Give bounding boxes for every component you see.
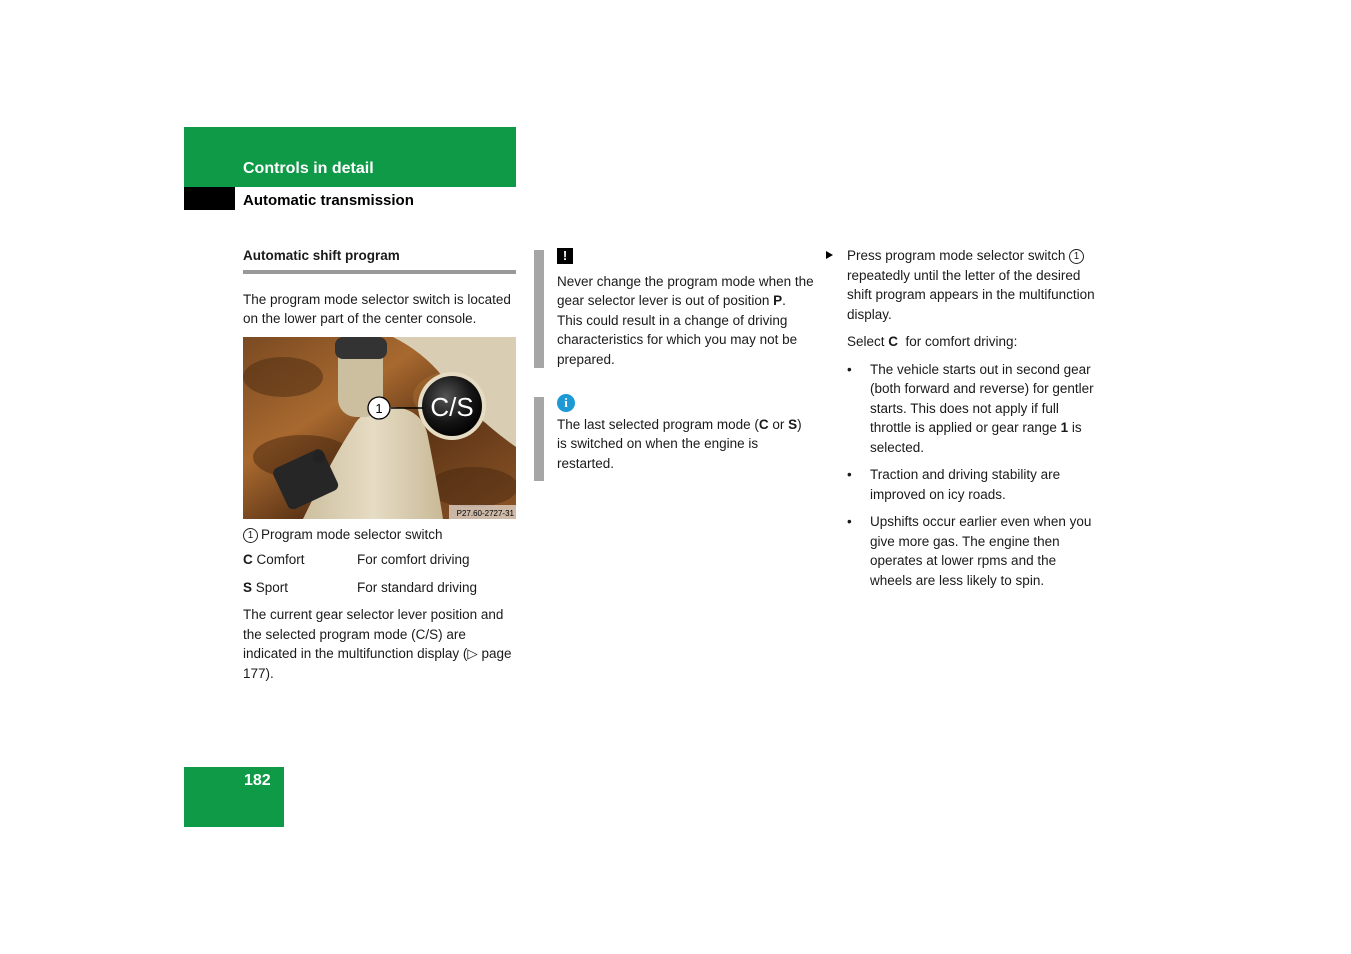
subsection-title: Automatic transmission bbox=[243, 192, 414, 209]
warning-icon: ! bbox=[557, 248, 573, 264]
mode-row-sport: S Sport For standard driving bbox=[243, 579, 478, 595]
intro-text: The program mode selector switch is located on the lower part of the center console. bbox=[243, 291, 511, 326]
list-item: • The vehicle starts out in second gear (both forward and reverse) for gentler starts. This does not apply if full throttle is applied or gear range 1 is selected. bbox=[847, 361, 1094, 455]
instruction-step: Press program mode selector switch 1 repeatedly until the letter of the desired shift program appears in the multifunction display. bbox=[824, 246, 1099, 324]
heading-rule bbox=[243, 270, 516, 274]
mode-list bbox=[243, 550, 516, 597]
arrow-right-icon bbox=[826, 251, 833, 259]
warning-bar bbox=[534, 250, 544, 368]
right-column bbox=[824, 246, 1099, 598]
photo-caption: 1 Program mode selector switch bbox=[243, 525, 516, 545]
info-bar bbox=[534, 397, 544, 481]
info-icon: i bbox=[557, 394, 575, 412]
center-console-photo bbox=[243, 337, 516, 519]
button-label: C/S bbox=[430, 391, 474, 422]
bullet-icon: • bbox=[847, 361, 852, 377]
list-item: • Traction and driving stability are improved on icy roads. bbox=[847, 467, 1061, 502]
comfort-bullet-list bbox=[824, 360, 1099, 591]
bullet-icon: • bbox=[847, 514, 852, 529]
section-title: Controls in detail bbox=[243, 160, 374, 177]
left-column bbox=[243, 246, 516, 683]
list-item: • Upshifts occur earlier even when you give more gas. The engine then operates at lower rpms and the wheels are less likely to spin. bbox=[847, 514, 1092, 588]
image-code: P27.60-2727-31 bbox=[456, 508, 514, 518]
callout-number-icon: 1 bbox=[243, 528, 258, 543]
warning-note bbox=[534, 246, 814, 369]
bullet-icon: • bbox=[847, 467, 852, 482]
warning-text: Never change the program mode when the gear selector lever is out of position P. This could result in a change of driving characteristics for which you may not be prepared. bbox=[557, 273, 814, 367]
heading-automatic-shift-program: Automatic shift program bbox=[243, 248, 400, 263]
middle-column bbox=[534, 246, 814, 473]
section-marker bbox=[184, 187, 235, 210]
callout-number-icon: 1 bbox=[1069, 249, 1084, 264]
display-indication-text: The current gear selector lever position and the selected program mode (C/S) are indicated in the multifunction display (▷ page 177). bbox=[243, 607, 512, 681]
page-number: 182 bbox=[244, 772, 271, 789]
mode-row-comfort: C Comfort For comfort driving bbox=[243, 552, 470, 567]
callout-number: 1 bbox=[375, 400, 383, 416]
center-console-illustration bbox=[243, 337, 516, 519]
section-header-band bbox=[184, 127, 516, 187]
info-text: The last selected program mode (C or S) is switched on when the engine is restarted. bbox=[557, 416, 802, 471]
info-note bbox=[534, 393, 814, 473]
select-comfort-line: Select C for comfort driving: bbox=[847, 334, 1018, 349]
